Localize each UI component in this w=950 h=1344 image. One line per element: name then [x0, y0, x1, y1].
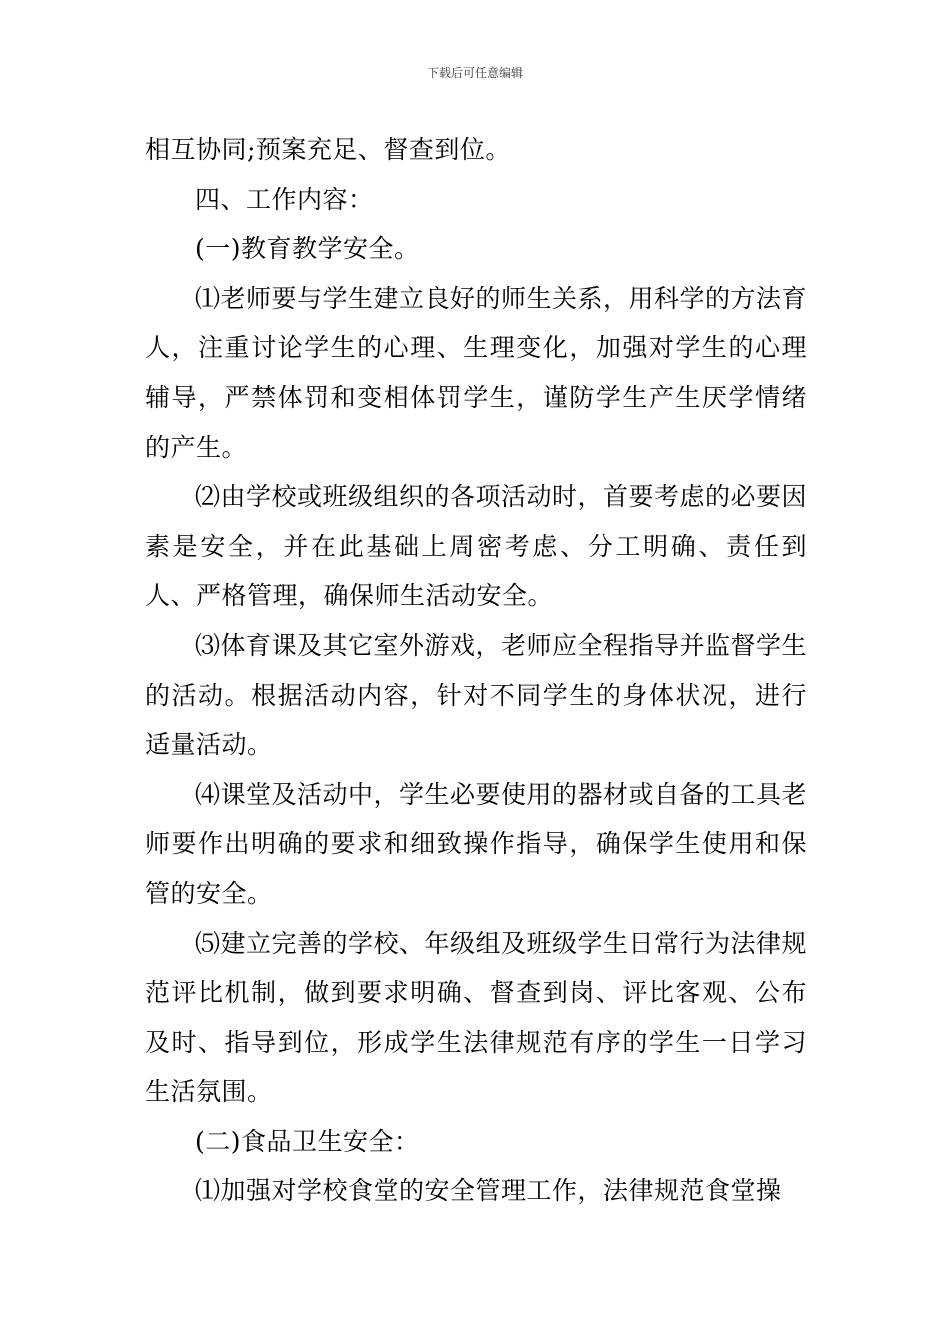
subsection-heading-teaching-safety: (一)教育教学安全。 [195, 234, 420, 264]
paragraph-item-2: ⑵由学校或班级组织的各项活动时，首要考虑的必要因素是安全，并在此基础上周密考虑、分工明确、责任到人、严格管理，确保师生活动安全。 [145, 482, 808, 611]
paragraph-item-1: ⑴老师要与学生建立良好的师生关系，用科学的方法育人，注重讨论学生的心理、生理变化，加强对学生的心理辅导，严禁体罚和变相体罚学生，谨防学生产生厌学情绪的产生。 [145, 283, 808, 462]
document-body [145, 125, 807, 1216]
subsection-heading-food-safety: (二)食品卫生安全： [195, 1126, 420, 1156]
section-heading-work-content: 四、工作内容： [195, 184, 374, 214]
paragraph-item-5: ⑸建立完善的学校、年级组及班级学生日常行为法律规范评比机制，做到要求明确、督查到岗、评比客观、公布及时、指导到位，形成学生法律规范有序的学生一日学习生活氛围。 [145, 928, 808, 1107]
paragraph-continuation: 相互协同;预案充足、督查到位。 [145, 135, 511, 164]
paragraph-item-3: ⑶体育课及其它室外游戏，老师应全程指导并监督学生的活动。根据活动内容，针对不同学生的身体状况，进行适量活动。 [145, 630, 808, 760]
page-header: 下载后可任意编辑 [426, 66, 523, 80]
paragraph-item-4: ⑷课堂及活动中，学生必要使用的器材或自备的工具老师要作出明确的要求和细致操作指导，确保学生使用和保管的安全。 [145, 779, 808, 908]
paragraph-food-item-1: ⑴加强对学校食堂的安全管理工作，法律规范食堂操 [195, 1176, 782, 1206]
